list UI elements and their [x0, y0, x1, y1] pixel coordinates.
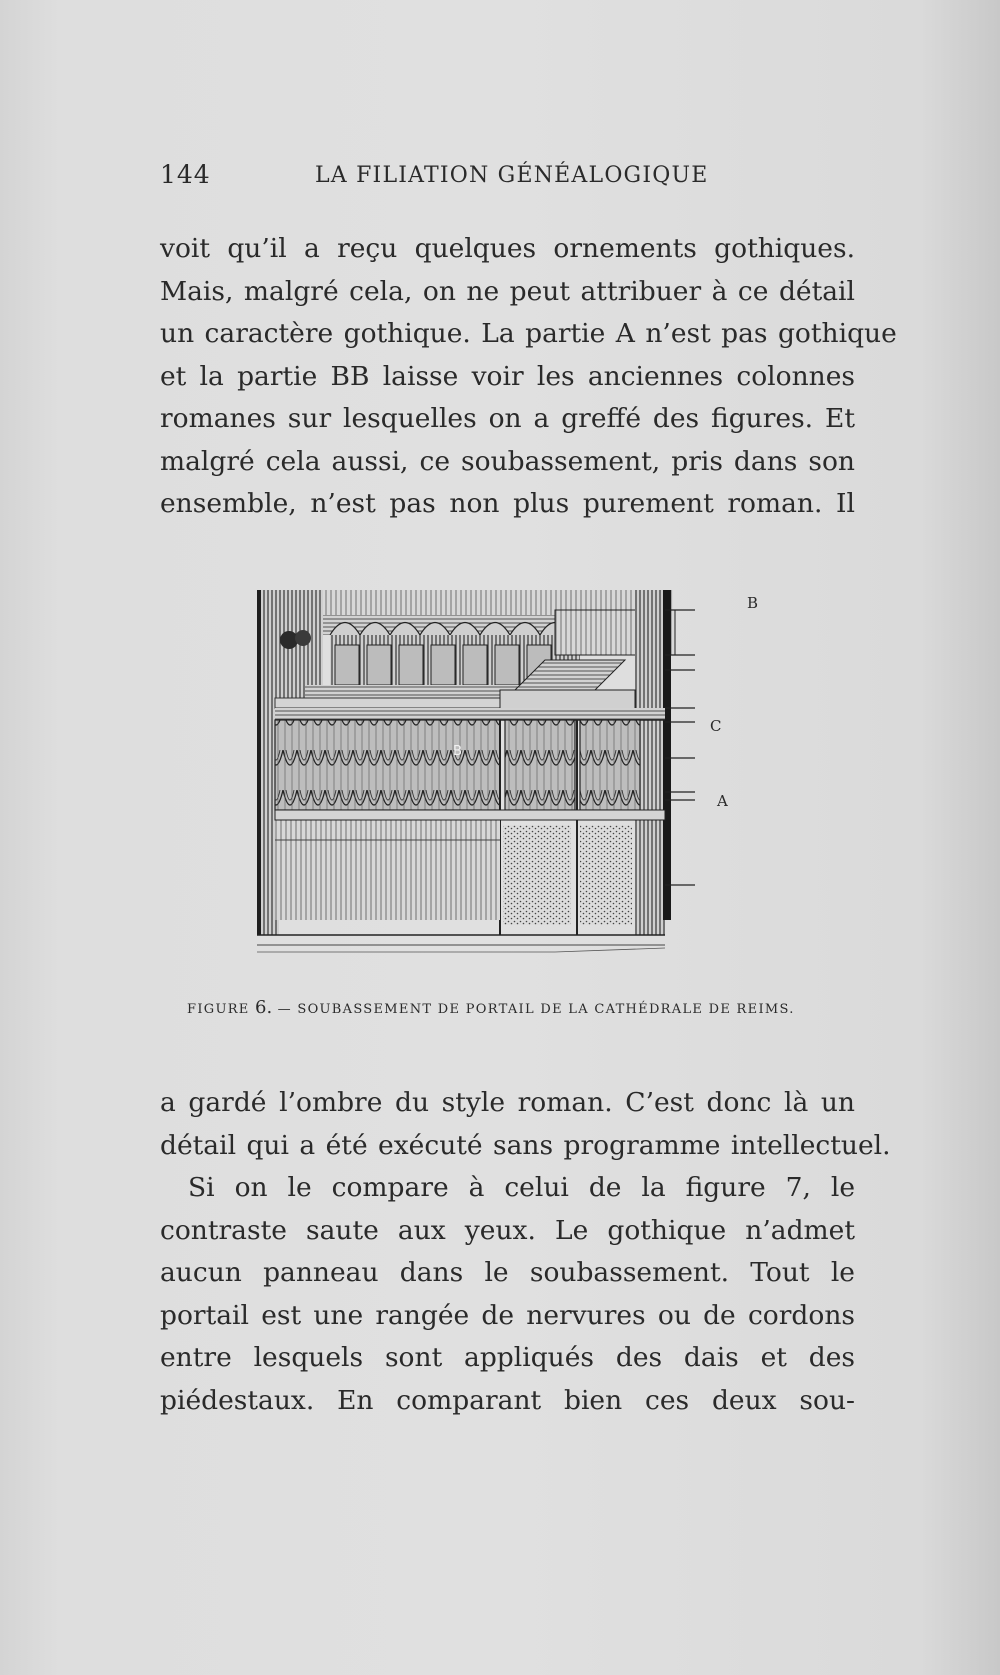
text-line: détail qui a été exécuté sans programme intellectuel.	[160, 1129, 891, 1161]
text-line: entre lesquels sont appliqués des dais et des	[160, 1342, 855, 1373]
text-line: portail est une rangée de nervures ou de cordons	[160, 1299, 855, 1331]
figure-engraving	[255, 590, 759, 985]
figure-caption	[187, 997, 837, 1018]
label-c: C	[710, 717, 722, 735]
text-line: voit qu’il a reçu quelques ornements gothiques.	[160, 233, 855, 264]
text-line: a gardé l’ombre du style roman. C’est donc là un	[160, 1087, 855, 1118]
label-b: B	[747, 594, 759, 612]
paragraph-bottom	[160, 1082, 891, 1422]
caption-prefix: FIGURE	[187, 1002, 250, 1017]
running-title: LA FILIATION GÉNÉALOGIQUE	[315, 163, 709, 188]
text-line: Si on le compare à celui de la figure 7, le	[188, 1172, 855, 1203]
text-line: aucun panneau dans le soubassement. Tout le	[160, 1257, 855, 1288]
text-line: piédestaux. En comparant bien ces deux sou-	[160, 1384, 855, 1416]
caption-text: — SOUBASSEMENT DE PORTAIL DE LA CATHÉDRALE DE REIMS.	[277, 1002, 795, 1017]
text-line: romanes sur lesquelles on a greffé des figures. Et	[160, 403, 855, 434]
caption-number: 6.	[255, 997, 273, 1018]
text-line: un caractère gothique. La partie A n’est pas gothique	[160, 318, 897, 349]
paragraph-top	[160, 228, 897, 526]
page-header	[160, 160, 860, 200]
text-line: ensemble, n’est pas non plus purement roman. Il	[160, 488, 855, 519]
text-line: Mais, malgré cela, on ne peut attribuer à ce détail	[160, 275, 855, 307]
text-line: contraste saute aux yeux. Le gothique n’admet	[160, 1214, 855, 1246]
page-number: 144	[160, 160, 211, 189]
text-line: malgré cela aussi, ce soubassement, pris dans son	[160, 445, 855, 477]
panel-label-b: B	[453, 744, 462, 759]
label-a: A	[717, 792, 728, 810]
draped-panel-b	[275, 720, 500, 810]
text-line: et la partie BB laisse voir les anciennes colonnes	[160, 360, 855, 392]
